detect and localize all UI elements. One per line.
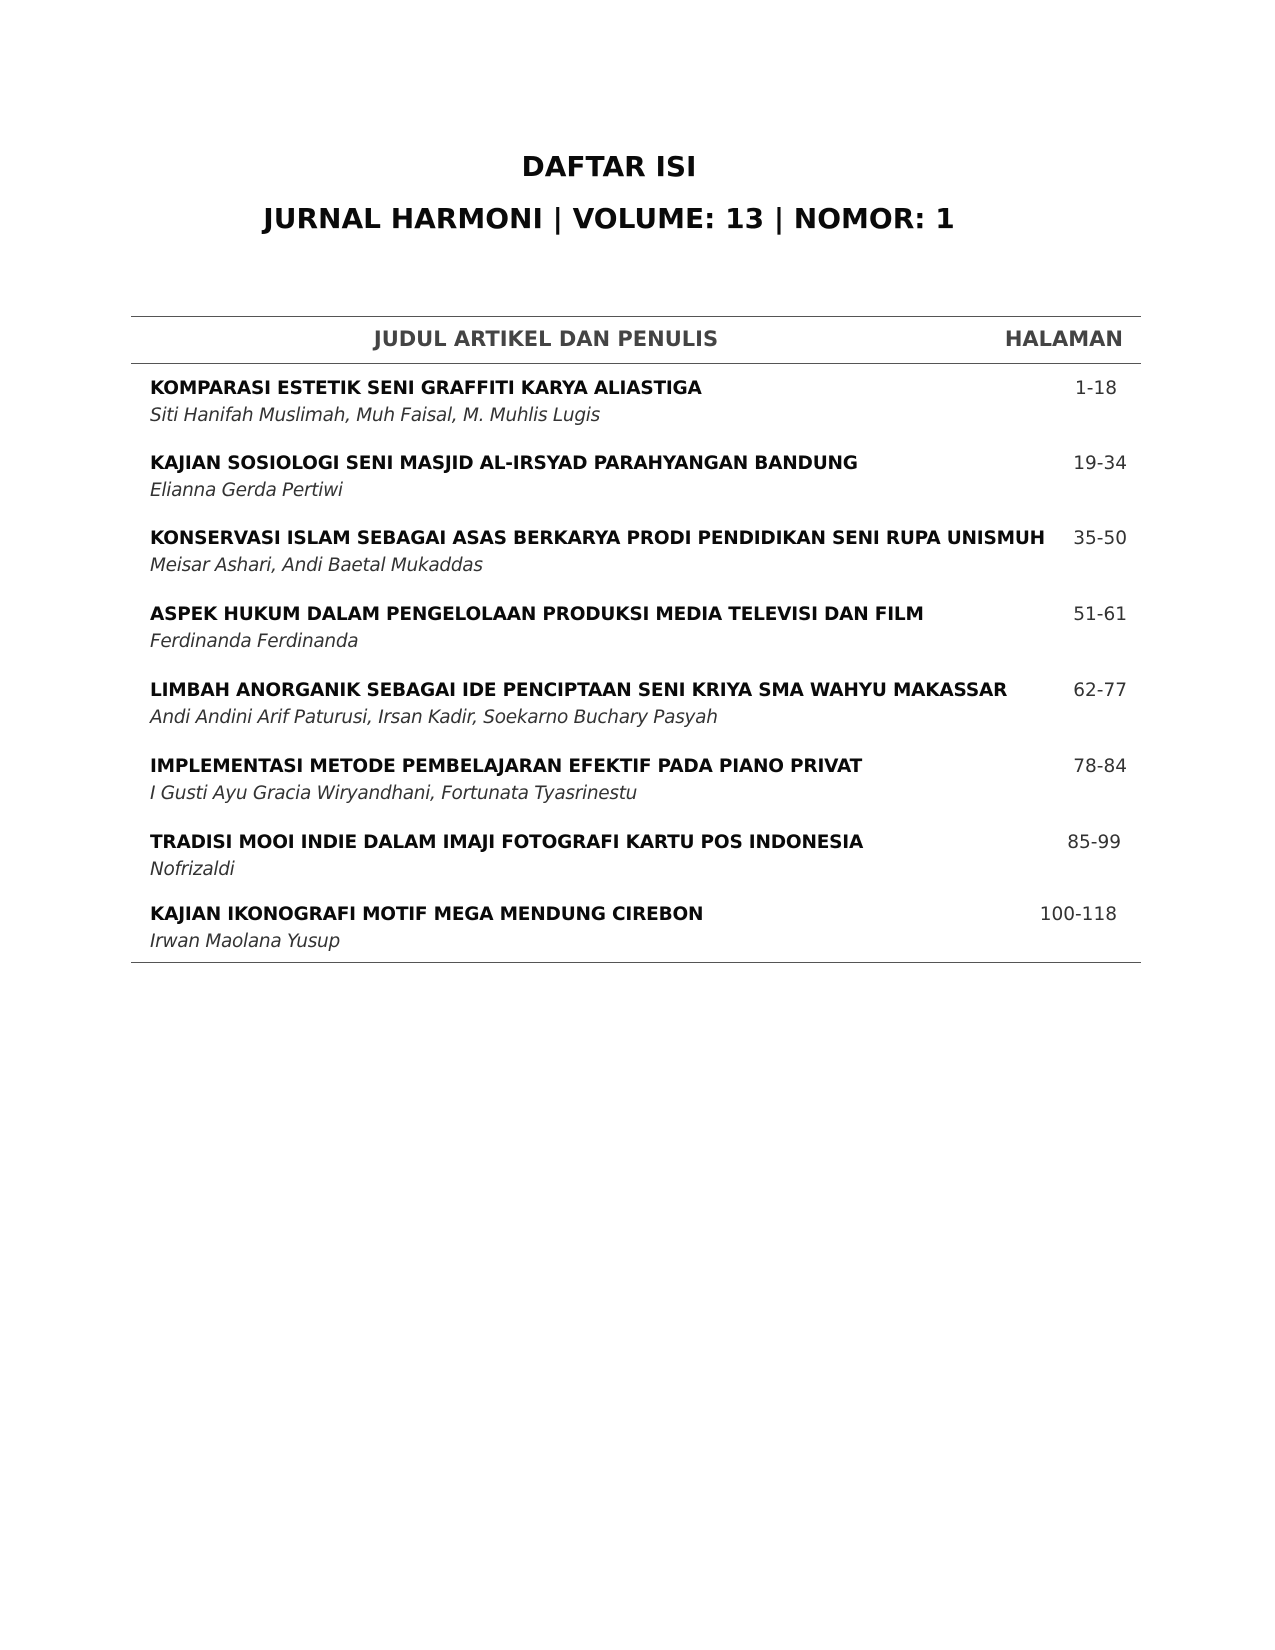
article-authors: Irwan Maolana Yusup (150, 931, 340, 952)
article-pages: 78-84 (1073, 756, 1127, 777)
article-pages: 85-99 (1067, 832, 1121, 853)
article-pages: 35-50 (1073, 528, 1127, 549)
article-authors: Andi Andini Arif Paturusi, Irsan Kadir, Soekarno Buchary Pasyah (150, 707, 718, 728)
page-title: DAFTAR ISI (521, 150, 697, 183)
article-title: KOMPARASI ESTETIK SENI GRAFFITI KARYA ALIASTIGA (150, 378, 702, 399)
article-pages: 62-77 (1073, 680, 1127, 701)
article-pages: 100-118 (1039, 904, 1117, 925)
article-authors: I Gusti Ayu Gracia Wiryandhani, Fortunata Tyasrinestu (150, 783, 638, 804)
article-pages: 51-61 (1073, 604, 1127, 625)
article-authors: Siti Hanifah Muslimah, Muh Faisal, M. Muhlis Lugis (150, 405, 600, 426)
article-pages: 19-34 (1073, 453, 1127, 474)
article-title: KAJIAN SOSIOLOGI SENI MASJID AL-IRSYAD PARAHYANGAN BANDUNG (150, 453, 858, 474)
column-header-pages: HALAMAN (1004, 327, 1123, 351)
article-title: LIMBAH ANORGANIK SEBAGAI IDE PENCIPTAAN SENI KRIYA SMA WAHYU MAKASSAR (150, 680, 1008, 701)
column-header-title: JUDUL ARTIKEL DAN PENULIS (373, 327, 719, 351)
article-title: IMPLEMENTASI METODE PEMBELAJARAN EFEKTIF PADA PIANO PRIVAT (150, 756, 863, 777)
article-title: ASPEK HUKUM DALAM PENGELOLAAN PRODUKSI MEDIA TELEVISI DAN FILM (150, 604, 924, 625)
table-body (131, 364, 1141, 963)
article-authors: Ferdinanda Ferdinanda (150, 631, 359, 652)
article-title: TRADISI MOOI INDIE DALAM IMAJI FOTOGRAFI KARTU POS INDONESIA (150, 832, 864, 853)
article-authors: Elianna Gerda Pertiwi (150, 480, 343, 501)
article-title: KONSERVASI ISLAM SEBAGAI ASAS BERKARYA PRODI PENDIDIKAN SENI RUPA UNISMUH (150, 528, 1045, 549)
table-header (131, 316, 1141, 364)
article-authors: Nofrizaldi (150, 859, 235, 880)
journal-subtitle: JURNAL HARMONI | VOLUME: 13 | NOMOR: 1 (263, 202, 955, 235)
article-authors: Meisar Ashari, Andi Baetal Mukaddas (150, 555, 483, 576)
table-of-contents (131, 316, 1141, 963)
article-title: KAJIAN IKONOGRAFI MOTIF MEGA MENDUNG CIREBON (150, 904, 704, 925)
article-pages: 1-18 (1075, 378, 1117, 399)
